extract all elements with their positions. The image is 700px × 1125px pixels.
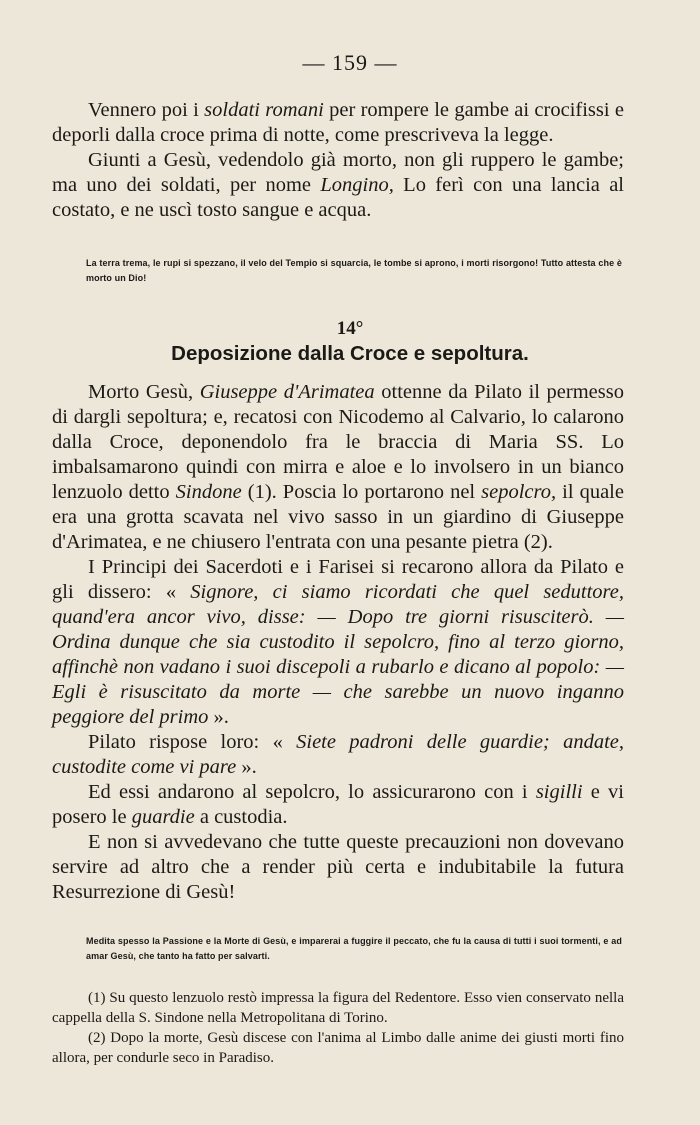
paragraph: E non si avvedevano che tutte queste precauzioni non dovevano servire ad altro che a render più certa e indubitabile la futura Resurrezione di Gesù!	[52, 831, 624, 903]
text-run: Giunti a Gesù, vedendolo già morto, non gli ruppero le gambe; ma uno dei soldati, per nome	[52, 149, 624, 196]
text-run: ottenne da Pilato il permesso di dargli sepoltura; e, recatosi con Nicodemo al Calvario, lo calarono dalla Croce, deponendolo fra le braccia di Maria SS. Lo imbalsamarono quindi con mirra e aloe e lo involsero in un bianco lenzuolo detto	[52, 381, 624, 503]
text-run: Pilato rispose loro: «	[88, 731, 297, 753]
italic-run: guardie	[131, 806, 195, 828]
italic-run: soldati romani	[204, 99, 324, 121]
small-note-meditation: Medita spesso la Passione e la Morte di Gesù, e imparerai a fuggire il peccato, che fu la causa di tutti i suoi tormenti, e ad amar Gesù, che tanto ha fatto per salvarti.	[86, 936, 622, 961]
text-run: ».	[236, 756, 257, 778]
paragraph	[52, 730, 624, 780]
paragraph	[52, 780, 624, 830]
text-run: Ed essi andarono al sepolcro, lo assicurarono con i	[88, 781, 536, 803]
text-run: (1). Poscia lo portarono nel	[241, 481, 482, 503]
footnotes	[52, 988, 624, 1068]
text-run: Morto Gesù,	[88, 381, 200, 403]
text-run: ».	[208, 706, 229, 728]
paragraph	[52, 555, 624, 730]
footnote-1: (1) Su questo lenzuolo restò impressa la figura del Redentore. Esso vien conservato nella cappella della S. Sindone nella Metropolitana di Torino.	[52, 990, 624, 1026]
text-block-soldiers	[52, 98, 624, 223]
italic-run: sepolcro,	[481, 481, 557, 503]
italic-run: Giuseppe d'Arimatea	[199, 381, 375, 403]
italic-run: Sindone	[175, 481, 242, 503]
text-run: Lo ferì con una lancia al costato, e ne uscì tosto sangue e acqua.	[52, 174, 624, 221]
page-number: — 159 —	[302, 50, 398, 75]
italic-run: Signore, ci siamo ricordati che quel seduttore, quand'era ancor vivo, disse: — Dopo tre giorni risusciterò. — Ordina dunque che sia custodito il sepolcro, fino al terzo giorno, affinchè non vadano i suoi discepoli a rubarlo e dicano al popolo: — Egli è risuscitato da morte — che sarebbe un nuovo inganno peggiore del primo	[52, 581, 624, 728]
section-title: Deposizione dalla Croce e sepoltura.	[171, 342, 529, 365]
text-run: il quale era una grotta scavata nel vivo sasso in un giardino di Giuseppe d'Arimatea, e ne chiusero l'entrata con una pesante pietra (2).	[52, 481, 624, 553]
italic-run: Longino,	[320, 174, 394, 196]
paragraph	[52, 148, 624, 223]
paragraph	[52, 380, 624, 555]
text-run: e vi posero le	[52, 781, 624, 828]
text-run: I Principi dei Sacerdoti e i Farisei si recarono allora da Pilato e gli dissero: «	[52, 556, 624, 603]
section-number: 14°	[336, 318, 364, 339]
text-run: Vennero poi i	[88, 99, 205, 121]
small-note-earthquake: La terra trema, le rupi si spezzano, il velo del Tempio si squarcia, le tombe si aprono, i morti risorgono! Tutto attesta che è morto un Dio!	[86, 258, 622, 283]
text-block-deposition	[52, 380, 624, 905]
italic-run: sigilli	[535, 781, 583, 803]
italic-run: Siete padroni delle guardie; andate, custodite come vi pare	[52, 731, 624, 778]
text-run: a custodia.	[194, 806, 288, 828]
footnote-2: (2) Dopo la morte, Gesù discese con l'anima al Limbo dalle anime dei giusti morti fino allora, per condurle seco in Paradiso.	[52, 1030, 624, 1066]
paragraph	[52, 98, 624, 148]
text-run: per rompere le gambe ai crocifissi e deporli dalla croce prima di notte, come prescriveva la legge.	[52, 99, 624, 146]
